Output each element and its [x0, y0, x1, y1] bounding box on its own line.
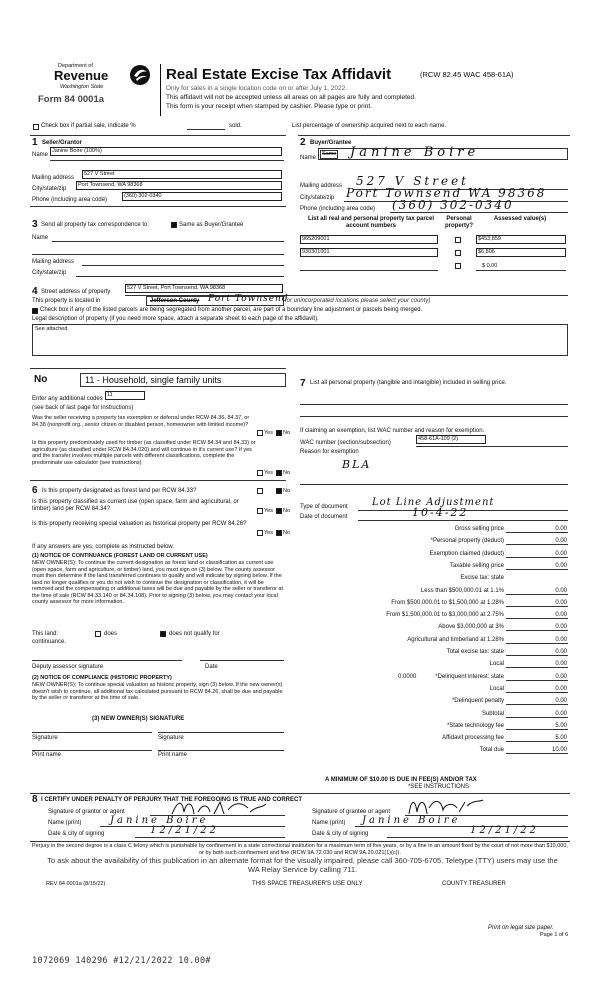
- tax-row-value[interactable]: 5.00: [555, 735, 567, 742]
- tax-row-label: Local: [489, 661, 504, 668]
- tax-row-value[interactable]: 0.00: [555, 624, 567, 631]
- continuance-heading: (1) NOTICE OF CONTINUANCE (FOREST LAND OR CURRENT USE): [32, 553, 208, 559]
- form-rcw: (RCW 82.45 WAC 458-61A): [420, 70, 514, 79]
- tax-row-value[interactable]: 0.00: [555, 538, 567, 545]
- section3-name-line: [52, 241, 284, 242]
- legal-description-field[interactable]: [32, 324, 568, 356]
- tax-row-value[interactable]: 0.00: [555, 710, 567, 717]
- historic-no-checkbox[interactable]: [276, 530, 282, 536]
- tax-row-label: Taxable selling price: [449, 562, 504, 569]
- tax-row-value[interactable]: 0.00: [555, 673, 567, 680]
- personal-property-line-1: [300, 404, 568, 405]
- personal-property-header: Personal property?: [444, 216, 473, 229]
- historic-question: Is this property receiving special valuation as historical property per RCW 84.26?: [32, 521, 247, 527]
- parcels-header: List all real and personal property tax parcel account numbers: [307, 216, 435, 229]
- land-does-not-checkbox[interactable]: [160, 631, 166, 637]
- tax-row-label: Excise tax: state: [460, 575, 504, 582]
- grantor-date-handwritten: 12/21/22: [150, 825, 219, 836]
- grantor-date-line: [135, 837, 285, 838]
- section2-top-rule: [298, 135, 570, 136]
- reason-label: Reason for exemption: [300, 449, 359, 455]
- buyer-mailing-handwritten: 527 V Street: [356, 174, 470, 188]
- grantee-date-label: Date & city of signing: [312, 831, 369, 837]
- seller-name-field[interactable]: Janine Boire (100%): [50, 147, 282, 156]
- buyer-name-stamp: Same: [322, 151, 337, 157]
- section1-number: 1: [32, 137, 38, 148]
- current-use-yes-checkbox[interactable]: [257, 508, 263, 514]
- section5-top-rule: [30, 368, 286, 369]
- section6-number: 6: [32, 485, 38, 496]
- street-address-label: Street address of property: [41, 289, 111, 295]
- current-use-no-label: No: [283, 508, 291, 514]
- additional-codes-label: Enter any additional codes: [32, 396, 103, 402]
- tax-row-label: Gross selling price: [454, 526, 504, 532]
- revision-number: REV 84 0001a (8/15/22): [46, 881, 106, 887]
- perjury-notice: Perjury in the second degree is a class C felony which is punishable by confinement in a state correctional institution for a maximum term of five years, or by a fine in an amount fixed by the court of not more than $10,000, or by both such confinement and fine (RCW 9A.72.030 and RCW 9A.20.021(1)(c)).: [32, 843, 568, 856]
- buyer-name-label: Name: [300, 155, 317, 161]
- buyer-phone-underline: [390, 212, 568, 213]
- tax-row-value[interactable]: 0.00: [555, 698, 567, 705]
- tax-row-label: Less than $500,000.01 at 1.1%: [420, 587, 504, 594]
- section3-city-line: [76, 276, 284, 277]
- section6-top-rule: [30, 480, 286, 481]
- form-number: Form 84 0001a: [38, 94, 105, 105]
- this-land-label: This land:: [32, 631, 59, 637]
- parcel-number-field-2[interactable]: 930301001: [300, 248, 438, 257]
- buyer-phone-label: Phone (including area code): [300, 206, 376, 212]
- tax-row-value[interactable]: 0.00: [555, 562, 567, 569]
- buyer-name-handwritten: Janine Boire: [350, 145, 480, 160]
- exemption-yes-label: Yes: [264, 430, 273, 436]
- continuance-body: NEW OWNER(S): To continue the current designation as forest land or classification as current use (open space, farm and agriculture, or timber) land, you must sign on (3) below. The county assessor must then determine if the land transferred continues to qualify and will indicate by signing below. If the land no longer qualifies or you do not wish to continue the designation or classification, it will be removed and the compensating or additional taxes will be due and payable by the seller or transferor at the time of sale (RCW 84.33.140 or 84.34.108). Prior to signing (3) below, you may contact your local county assessor for more information.: [32, 560, 284, 605]
- buyer-city-label: City/state/zip: [300, 195, 335, 201]
- segregated-label: Check box if any of the listed parcels are being segregated from another parcel, are part of a boundary line adjustment or parcels being merged.: [40, 307, 423, 313]
- located-in-label: This property is located in: [32, 298, 101, 304]
- header-sub1: Only for sales in a single location code on or after July 1, 2022.: [166, 85, 348, 92]
- county-struck: Jefferson County: [150, 298, 200, 304]
- dept-name: Revenue: [54, 68, 109, 83]
- current-use-yes-label: Yes: [264, 508, 273, 514]
- doc-date-label: Date of document: [300, 514, 348, 520]
- grantee-signature-label: Signature of grantee or agent: [312, 809, 391, 815]
- legal-description-value: See attached: [35, 326, 68, 332]
- print-legal-note: Print on legal size paper.: [488, 925, 554, 931]
- tax-row-value[interactable]: 0.00: [555, 550, 567, 557]
- tax-row-label: *Delinquent penalty: [451, 698, 504, 705]
- personal-property-checkbox-1[interactable]: [455, 237, 461, 243]
- dept-line: Department of: [58, 63, 93, 69]
- new-owner-print-line-2: [158, 750, 284, 751]
- section3-name-label: Name: [32, 235, 49, 241]
- segregated-checkbox[interactable]: [32, 308, 38, 314]
- revenue-emblem-icon: [128, 64, 152, 86]
- current-use-no-checkbox[interactable]: [276, 508, 282, 514]
- doc-type-handwritten: Lot Line Adjustment: [372, 497, 495, 508]
- treasurer-use: THIS SPACE TREASURER'S USE ONLY: [252, 881, 363, 887]
- grantor-signature-label: Signature of grantor or agent: [48, 809, 125, 815]
- exemption-no-checkbox[interactable]: [276, 430, 282, 436]
- section5-number: No: [34, 374, 48, 385]
- tax-row-label: Affidavit processing fee: [442, 735, 504, 742]
- partial-sale-checkbox[interactable]: [33, 124, 39, 130]
- tax-row-label: From $500,000.01 to $1,500,000 at 1.28%: [391, 599, 504, 606]
- buyer-phone-handwritten: (360) 302-0340: [392, 198, 514, 212]
- forest-question: Is this property designated as forest land per RCW 84.33?: [42, 488, 197, 494]
- section3-blank-line: [32, 254, 284, 255]
- section3-city-label: City/state/zip: [32, 270, 67, 276]
- page-number: Page 1 of 6: [540, 932, 569, 938]
- new-owner-print-label-1: Print name: [32, 752, 62, 758]
- tax-row-value[interactable]: 0.00: [555, 685, 567, 692]
- see-back-note: (see back of last page for instructions): [32, 405, 134, 411]
- seller-phone-label: Phone (including area code): [32, 197, 108, 203]
- doc-date-handwritten: 10-4-22: [412, 506, 469, 519]
- grantor-date-label: Date & city of signing: [48, 831, 105, 837]
- new-owner-signature-line-2: [158, 732, 284, 733]
- land-does-not-label: does not qualify for: [169, 631, 220, 637]
- new-owner-signature-label-1: Signature: [32, 735, 58, 741]
- section4-number: 4: [32, 286, 38, 297]
- partial-sale-label: Check box if partial sale, indicate %: [41, 123, 136, 129]
- additional-codes-field[interactable]: 11: [105, 391, 145, 400]
- reason-line: [300, 484, 568, 485]
- partial-pct-line: [187, 129, 225, 130]
- certify-statement: I CERTIFY UNDER PENALTY OF PERJURY THAT THE FOREGOING IS TRUE AND CORRECT: [41, 797, 303, 803]
- tax-row-label: Exemption claimed (deduct): [429, 550, 504, 557]
- deputy-signature-line: [32, 660, 182, 661]
- assessed-value-header: Assessed value(s): [493, 216, 547, 222]
- deputy-date-label: Date: [205, 664, 218, 670]
- tax-row-label: Local: [489, 685, 504, 692]
- section1-bottom-rule: [30, 206, 286, 207]
- section2-number: 2: [300, 137, 306, 148]
- buyer-mailing-label: Mailing address: [300, 183, 343, 189]
- personal-property-checkbox-3[interactable]: [455, 263, 461, 269]
- section3-mailing-label: Mailing address: [32, 259, 75, 265]
- forest-no-checkbox[interactable]: [276, 488, 282, 494]
- deputy-signature-label: Deputy assessor signature: [32, 664, 104, 670]
- doc-date-underline: [358, 520, 568, 521]
- state-name: Washington State: [60, 84, 104, 90]
- grantee-name-handwritten: Janine Boire: [362, 815, 461, 826]
- exemption-instruction: If claiming an exemption, list WAC number and reason for exemption.: [300, 428, 485, 434]
- exemption-yes-checkbox[interactable]: [257, 430, 263, 436]
- use-code-value: 11 - Household, single family units: [85, 375, 222, 385]
- tax-row-label: Agricultural and timberland at 1.28%: [407, 636, 504, 643]
- section1-top-rule: [30, 135, 286, 136]
- grantor-name-label: Name (print): [48, 820, 82, 826]
- tax-row-value[interactable]: 0.00: [555, 636, 567, 643]
- section7-number: 7: [300, 378, 306, 389]
- seller-heading: Seller/Grantor: [42, 140, 83, 146]
- timber-no-label: No: [283, 470, 291, 476]
- tax-row-label: Above $3,000,000 at 3%: [438, 624, 504, 631]
- forest-yes-checkbox[interactable]: [257, 488, 263, 494]
- seller-name-underline: [50, 160, 284, 161]
- if-yes-note: If any answers are yes, complete as instructed below.: [32, 544, 175, 550]
- historic-yes-checkbox[interactable]: [257, 530, 263, 536]
- grantee-name-label: Name (print): [312, 820, 346, 826]
- assessed-value-field-2[interactable]: $6,806: [476, 248, 566, 257]
- seller-city-label: City/state/zip: [32, 186, 67, 192]
- timber-yes-label: Yes: [264, 470, 273, 476]
- assessed-value-3: $ 0.00: [482, 263, 498, 269]
- tax-row-value[interactable]: 0.00: [555, 599, 567, 606]
- form-title: Real Estate Excise Tax Affidavit: [166, 66, 392, 83]
- reason-handwritten: BLA: [342, 458, 372, 471]
- tax-row-label: *Personal property (deduct): [430, 538, 504, 545]
- grantee-date-line: [387, 837, 568, 838]
- wac-field[interactable]: 458-61A-109 (2): [416, 435, 486, 444]
- historic-yes-label: Yes: [264, 530, 273, 536]
- tax-row-value[interactable]: 0.00: [555, 649, 567, 655]
- historic-no-label: No: [283, 530, 291, 536]
- tax-row-label: From $1,500,000.01 to $3,000,000 at 2.75%: [386, 612, 504, 619]
- tax-row-value[interactable]: 0.00: [555, 612, 567, 619]
- seller-mailing-field[interactable]: 527 V Street: [82, 170, 282, 179]
- minimum-due: A MINIMUM OF $10.00 IS DUE IN FEE(S) AND/OR TAX: [325, 777, 477, 783]
- tax-row-label: Total excise tax: state: [446, 649, 504, 655]
- see-instructions: *SEE INSTRUCTIONS: [408, 784, 470, 790]
- new-owner-signature-label-2: Signature: [158, 735, 184, 741]
- timber-yes-checkbox[interactable]: [257, 470, 263, 476]
- recording-stamp: 1072069 140296 #12/21/2022 10.00#: [32, 956, 211, 966]
- personal-property-text: List all personal property (tangible and intangible) included in selling price.: [310, 380, 507, 386]
- wac-label: WAC number (section/subsection): [300, 440, 391, 446]
- local-rate: 0.0000: [398, 674, 417, 680]
- same-as-buyer-checkbox[interactable]: [171, 222, 177, 228]
- new-owner-signature-line-1: [32, 732, 152, 733]
- wac-underline: [416, 446, 568, 447]
- located-note: for unincorporated locations please select your county): [285, 298, 431, 304]
- tax-row-value[interactable]: 5.00: [555, 722, 567, 729]
- tax-row-label: Total due: [479, 747, 504, 754]
- parcel-number-field-1[interactable]: 965209001: [300, 235, 438, 244]
- header-sub2: This affidavit will not be accepted unless all areas on all pages are fully and completed.: [166, 94, 416, 101]
- same-as-buyer-label: Same as Buyer/Grantee: [179, 222, 244, 228]
- grantor-name-handwritten: Janine Boire: [110, 815, 209, 826]
- section3-number: 3: [32, 219, 38, 230]
- seller-mailing-label: Mailing address: [32, 175, 75, 181]
- section3-mailing-line: [82, 265, 284, 266]
- tax-row-value[interactable]: 0.00: [555, 661, 567, 668]
- personal-property-line-2: [300, 416, 568, 417]
- assessed-value-field-1[interactable]: $453,859: [476, 235, 566, 244]
- tax-row-label: *Delinquent interest: state: [435, 673, 504, 680]
- exemption-no-label: No: [283, 430, 291, 436]
- legal-description-label: Legal description of property (if you need more space, attach a separate sheet to each page of the affidavit).: [32, 316, 319, 322]
- seller-city-field[interactable]: Port Townsend, WA 98368: [76, 181, 282, 190]
- current-use-question: Is this property classified as current use (open space, farm and agricultural, or timber) land per RCW 84.34?: [32, 499, 239, 512]
- personal-property-checkbox-2[interactable]: [455, 250, 461, 256]
- land-does-label: does: [104, 631, 118, 637]
- new-owner-signature-heading: (3) NEW OWNER(S) SIGNATURE: [92, 716, 185, 722]
- buyer-city-handwritten: Port Townsend WA 98368: [346, 186, 547, 200]
- forest-no-label: No: [283, 488, 291, 494]
- assessed-value-line-3: [476, 270, 566, 271]
- footer-rule: [30, 841, 570, 842]
- seller-name-label: Name: [32, 152, 49, 158]
- buyer-heading: Buyer/Grantee: [310, 140, 352, 146]
- use-code-select[interactable]: [80, 373, 286, 387]
- timber-question: Is this property predominately used for timber (as classified under RCW 84.34 and 84.33) or agriculture (as classified under RCW 84.34.020) and will continue in it's current use? If yes and the transfer involves multiple parcels with different classifications, complete the predominate use calculator (see instructions): [32, 440, 256, 466]
- seller-phone-field[interactable]: (360) 302-0340: [122, 192, 282, 201]
- continuance-label: continuance.: [32, 639, 67, 645]
- section8-top-rule: [30, 793, 570, 794]
- compliance-heading: (2) NOTICE OF COMPLIANCE (HISTORIC PROPERTY): [32, 675, 172, 681]
- doc-type-label: Type of document: [300, 504, 348, 510]
- city-handwritten: Port Townsend: [208, 294, 289, 304]
- tax-row-value[interactable]: 0.00: [555, 526, 567, 532]
- revenue-logo: [32, 62, 152, 120]
- accessibility-notice: To ask about the availability of this publication in an alternate format for the visually impaired, please call 360-705-6705. Teletype (TTY) users may use the WA Relay Service by calling 711.: [47, 856, 558, 874]
- timber-no-checkbox[interactable]: [276, 470, 282, 476]
- county-treasurer: COUNTY TREASURER: [442, 881, 506, 887]
- parcel-number-line-3: [300, 270, 438, 271]
- section3-text: Send all property tax correspondence to:: [41, 222, 150, 228]
- tax-row-label: Subtotal: [481, 710, 504, 717]
- tax-row-value[interactable]: 10.00: [551, 747, 567, 754]
- tax-row-value[interactable]: 0.00: [555, 587, 567, 594]
- new-owner-print-label-2: Print name: [158, 752, 188, 758]
- deputy-date-line: [200, 660, 284, 661]
- list-percentage-note: List percentage of ownership acquired next to each name.: [292, 123, 447, 129]
- section8-number: 8: [32, 794, 38, 805]
- land-does-checkbox[interactable]: [95, 631, 101, 637]
- street-address-field[interactable]: 527 V Street, Port Townsend, WA 98368: [125, 284, 283, 293]
- tax-row-label: *State technology fee: [446, 722, 504, 729]
- grantee-date-handwritten: 12/21/22: [470, 825, 539, 836]
- new-owner-print-line-1: [32, 750, 152, 751]
- header-sub3: This form is your receipt when stamped by cashier. Please type or print.: [166, 103, 372, 110]
- header-divider: [160, 64, 161, 116]
- sold-label: sold.: [229, 123, 242, 129]
- exemption-question: Was the seller receiving a property tax exemption or deferral under RCW 84.36, 84.37, or 84.38 (nonprofit org., senior citizen or disabled person, homeowner with limited income)?: [32, 415, 250, 428]
- compliance-body: NEW OWNER(S): To continue special valuation as historic property, sign (3) below. If the new owner(s) doesn't wish to continue, all additional tax calculated pursuant to RCW 84.26, shall be due and payable by the seller or transferor at the time of sale.: [32, 682, 283, 701]
